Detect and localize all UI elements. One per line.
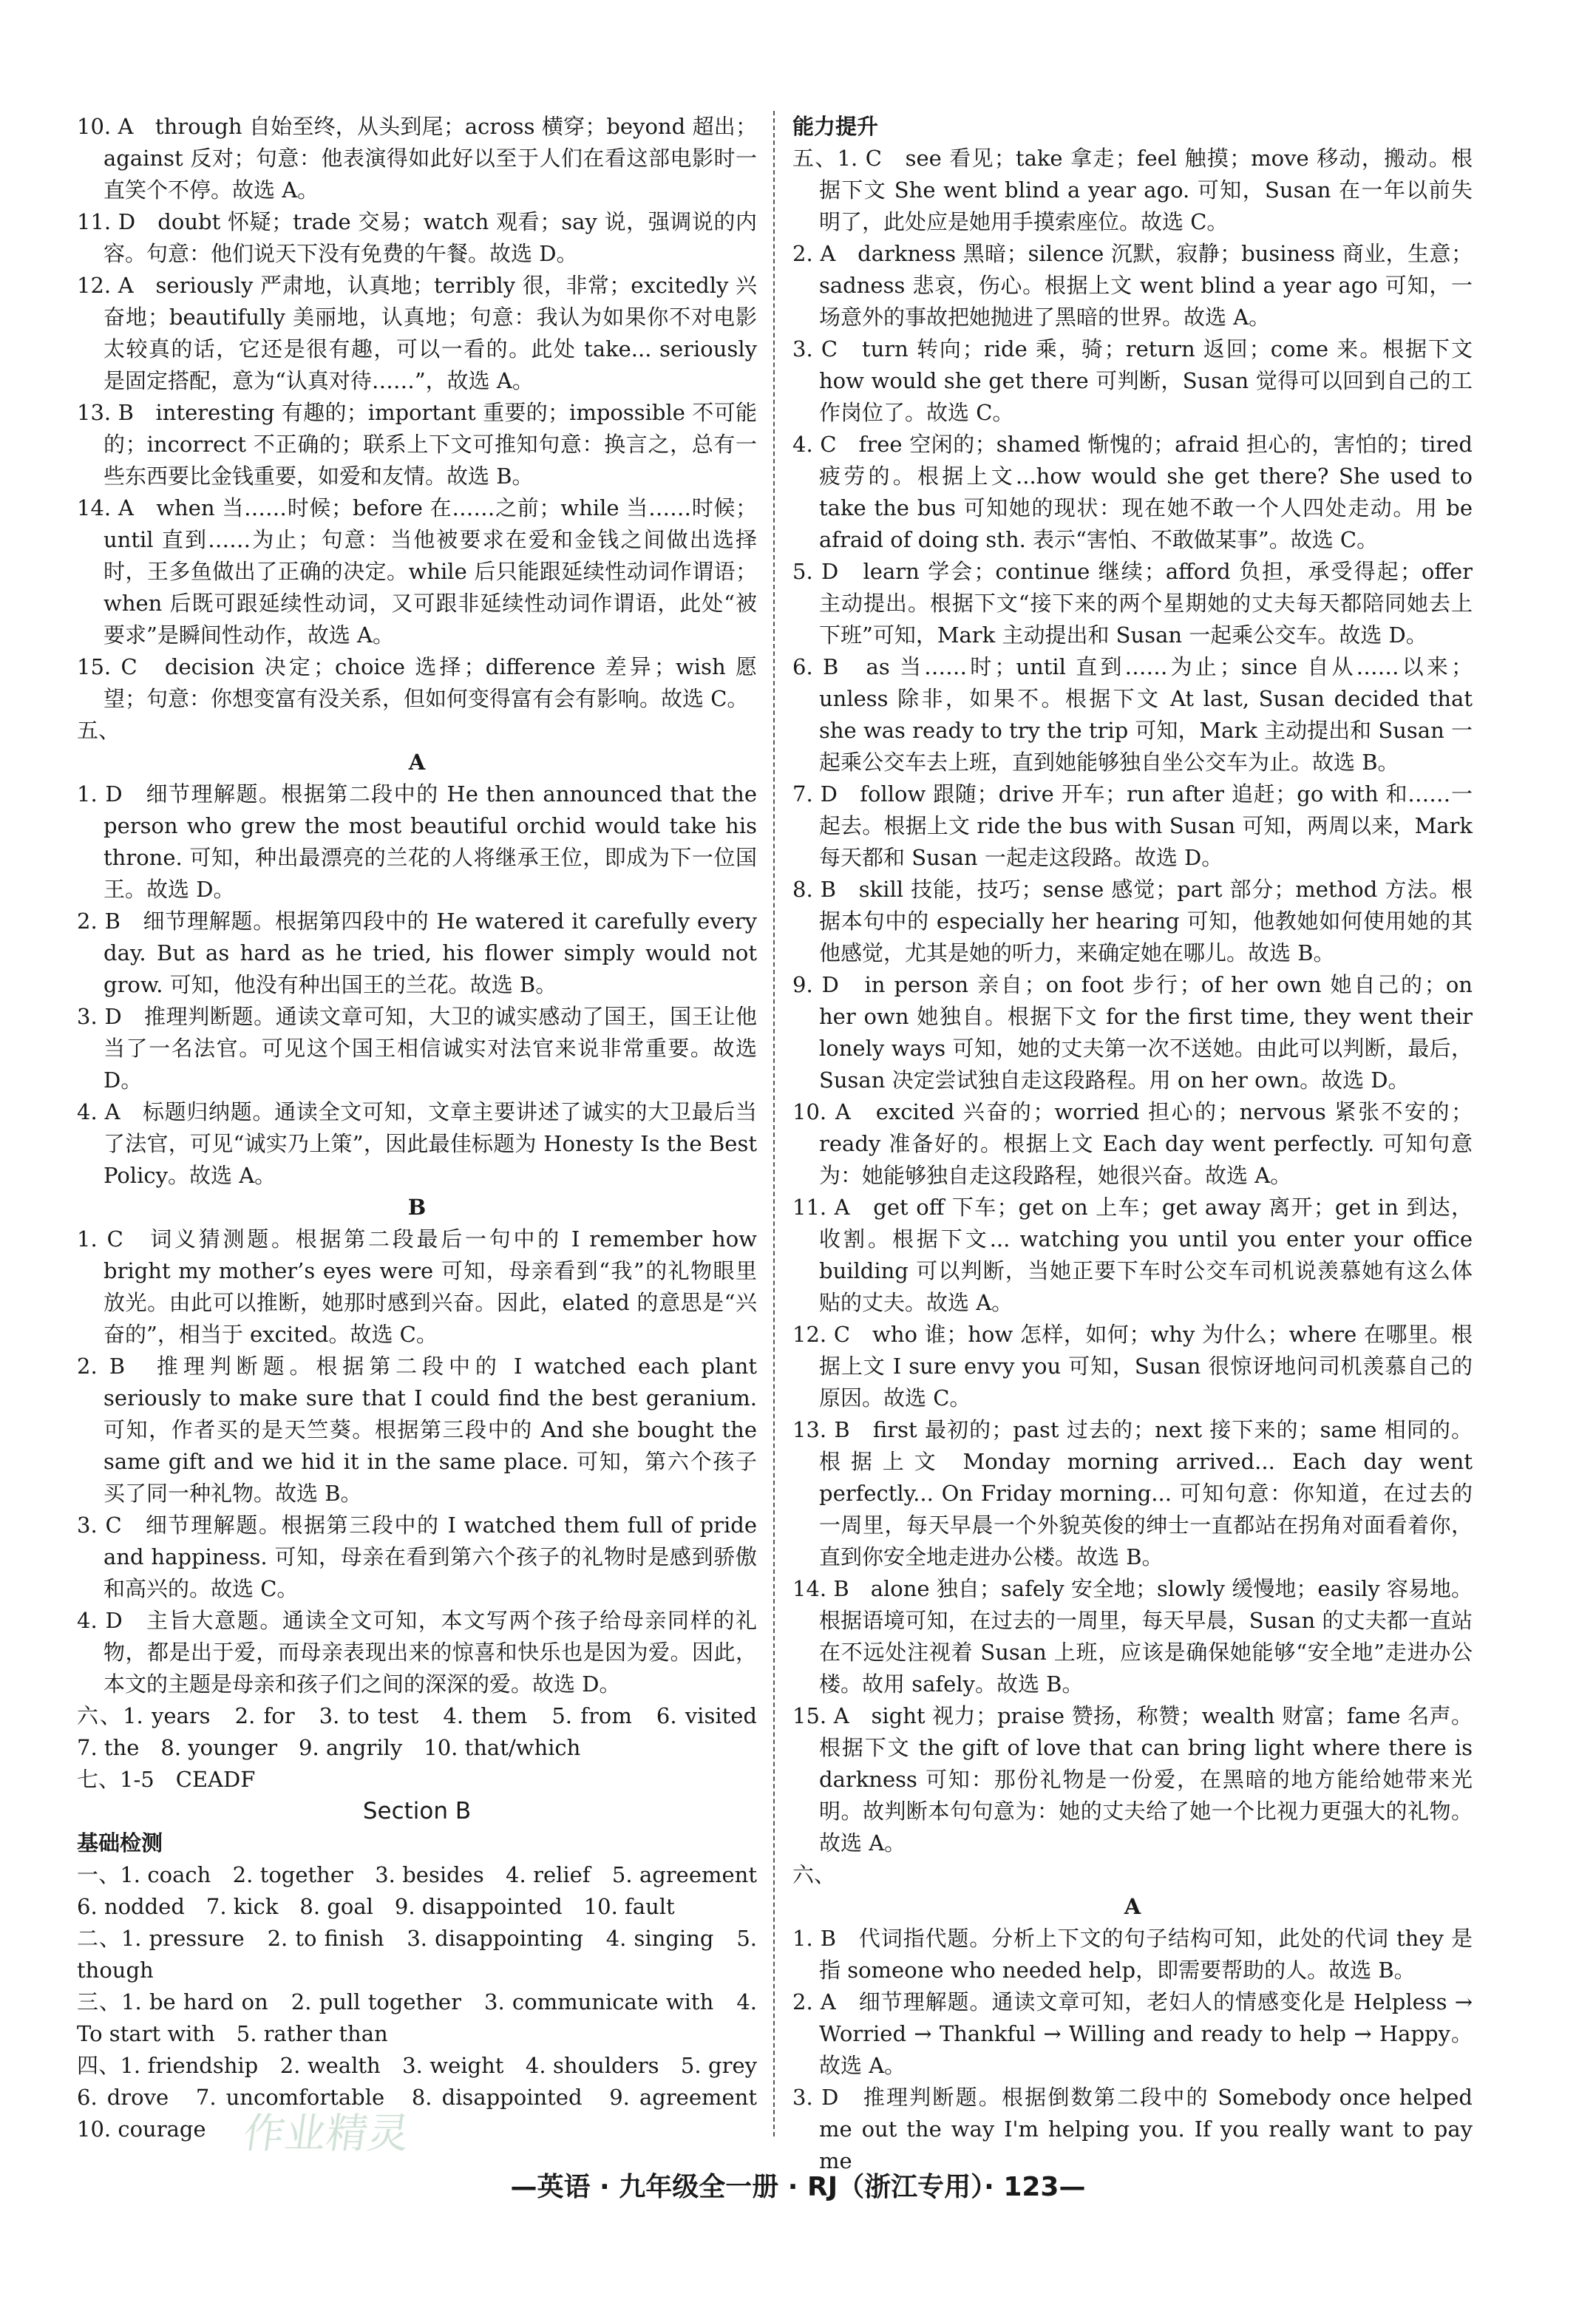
answer-item: 五、1. C see 看见；take 拿走；feel 触摸；move 移动，搬动。根据下文 She went blind a year ago. 可知，Susan 在一年以前失明了，此处应是她用手摸索座位。故选 C。	[792, 146, 1473, 234]
answer-item: 2. B 细节理解题。根据第四段中的 He watered it carefully every day. But as hard as he tried, his flower simply would not grow. 可知，他没有种出国王的兰花。故选 B。	[77, 909, 757, 997]
section-title: Section B	[362, 1798, 472, 1824]
answer-item: 15. A sight 视力；praise 赞扬，称赞；wealth 财富；fame 名声。根据下文 the gift of love that can bring light where there is darkness 可知：那份礼物是一份爱，在黑暗的地方能给她带来光明。故判断本句句意为：她的丈夫给了她一个比视力更强大的礼物。故选 A。	[792, 1703, 1473, 1856]
answer-item: 4. C free 空闲的；shamed 惭愧的；afraid 担心的，害怕的；tired 疲劳的。根据上文...how would she get there? She used to take the bus 可知她的现状：现在她不敢一个人四处走动。用 be afraid of doing sth. 表示“害怕、不敢做某事”。故选 C。	[792, 432, 1473, 552]
answer-line: 七、1-5 CEADF	[77, 1767, 256, 1792]
left-column	[77, 111, 779, 2145]
subsection-heading: 基础检测	[77, 1830, 163, 1856]
answer-item: 3. D 推理判断题。根据倒数第二段中的 Somebody once helped me out the way I'm helping you. If you really want to pay me	[792, 2085, 1473, 2173]
answer-item: 15. C decision 决定；choice 选择；difference 差异；wish 愿望；句意：你想变富有没关系，但如何变得富有会有影响。故选 C。	[77, 654, 757, 711]
answer-item: 1. B 代词指代题。分析上下文的句子结构可知，此处的代词 they 是指 someone who needed help，即需要帮助的人。故选 B。	[792, 1926, 1473, 1983]
answer-item: 2. B 推理判断题。根据第二段中的 I watched each plant seriously to make sure that I could find the best geranium. 可知，作者买的是天竺葵。根据第三段中的 And she bought the same gift and we hid it in the same place. 可知，第六个孩子买了同一种礼物。故选 B。	[77, 1354, 757, 1506]
answer-item: 1. C 词义猜测题。根据第二段最后一句中的 I remember how bright my mother’s eyes were 可知，母亲看到“我”的礼物眼里放光。由此可以推断，她那时感到兴奋。因此，elated 的意思是“兴奋的”，相当于 excited。故选 C。	[77, 1226, 757, 1347]
answer-item: 8. B skill 技能，技巧；sense 感觉；part 部分；method 方法。根据本句中的 especially her hearing 可知，他教她如何使用她的其他感觉，尤其是她的听力，来确定她在哪儿。故选 B。	[792, 877, 1473, 965]
passage-label: A	[408, 750, 426, 775]
answer-item: 2. A darkness 黑暗；silence 沉默，寂静；business 商业，生意；sadness 悲哀，伤心。根据上文 went blind a year ago 可知，一场意外的事故把她抛进了黑暗的世界。故选 A。	[792, 241, 1473, 330]
answer-item: 4. A 标题归纳题。通读全文可知，文章主要讲述了诚实的大卫最后当了法官，可见“诚实乃上策”，因此最佳标题为 Honesty Is the Best Policy。故选 A。	[77, 1099, 757, 1188]
right-column	[792, 111, 1473, 2177]
answer-item: 10. A through 自始至终，从头到尾；across 横穿；beyond 超出；against 反对；句意：他表演得如此好以至于人们在看这部电影时一直笑个不停。故选 A。	[77, 114, 757, 203]
watermark: 作业精灵	[240, 2110, 412, 2158]
subsection-heading: 能力提升	[792, 114, 879, 139]
column-divider	[773, 111, 775, 2136]
answer-item: 9. D in person 亲自；on foot 步行；of her own 她自己的；on her own 她独自。根据下文 for the first time, they went their lonely ways 可知，她的丈夫第一次不送她。由此可以判断，最后，Susan 决定尝试独自走这段路程。用 on her own。故选 D。	[792, 972, 1473, 1093]
page-footer: —英语 · 九年级全一册 · RJ（浙江专用）· 123—	[510, 2172, 1086, 2202]
answer-item: 12. A seriously 严肃地，认真地；terribly 很，非常；excitedly 兴奋地；beautifully 美丽地，认真地；句意：我认为如果你不对电影太较真的话，它还是很有趣，可以一看的。此处 take... seriously 是固定搭配，意为“认真对待……”，故选 A。	[77, 273, 757, 393]
answer-item: 13. B interesting 有趣的；important 重要的；impossible 不可能的；incorrect 不正确的；联系上下文可推知句意：换言之，总有一些东西要比金钱重要，如爱和友情。故选 B。	[77, 400, 757, 489]
answer-line: 六、1. years 2. for 3. to test 4. them 5. from 6. visited 7. the 8. younger 9. angrily 10. that/which	[77, 1703, 779, 1760]
answer-item: 7. D follow 跟随；drive 开车；run after 追赶；go with 和……一起去。根据上文 ride the bus with Susan 可知，两周以来，Mark 每天都和 Susan 一起走这段路。故选 D。	[792, 781, 1473, 870]
answer-item: 14. B alone 独自；safely 安全地；slowly 缓慢地；easily 容易地。根据语境可知，在过去的一周里，每天早晨，Susan 的丈夫都一直站在不远处注视着 Susan 上班，应该是确保她能够“安全地”走进办公楼。故用 safely。故选 B。	[792, 1576, 1473, 1697]
answer-item: 10. A excited 兴奋的；worried 担心的；nervous 紧张不安的；ready 准备好的。根据上文 Each day went perfectly. 可知句意为：她能够独自走这段路程，她很兴奋。故选 A。	[792, 1099, 1473, 1188]
answer-item: 14. A when 当……时候；before 在……之前；while 当……时候；until 直到……为止；句意：当他被要求在爱和金钱之间做出选择时，王多鱼做出了正确的决定。while 后只能跟延续性动词作谓语；when 后既可跟延续性动词，又可跟非延续性动词作谓语，此处“被要求”是瞬间性动作，故选 A。	[77, 495, 757, 648]
answer-item: 3. C turn 转向；ride 乘，骑；return 返回；come 来。根据下文 how would she get there 可判断，Susan 觉得可以回到自己的工作岗位了。故选 C。	[792, 336, 1473, 425]
answer-item: 5. D learn 学会；continue 继续；afford 负担，承受得起；offer 主动提出。根据下文“接下来的两个星期她的丈夫每天都陪同她去上下班”可知，Mark 主动提出和 Susan 一起乘公交车。故选 D。	[792, 559, 1473, 648]
answer-item: 3. C 细节理解题。根据第三段中的 I watched them full of pride and happiness. 可知，母亲在看到第六个孩子的礼物时是感到骄傲和高兴的。故选 C。	[77, 1513, 757, 1601]
passage-label: B	[407, 1195, 427, 1220]
answer-line: 三、1. be hard on 2. pull together 3. communicate with 4. To start with 5. rather than	[77, 1989, 757, 2046]
answer-item: 11. D doubt 怀疑；trade 交易；watch 观看；say 说，强调说的内容。句意：他们说天下没有免费的午餐。故选 D。	[77, 209, 757, 266]
answer-item: 3. D 推理判断题。通读文章可知，大卫的诚实感动了国王，国王让他当了一名法官。可见这个国王相信诚实对法官来说非常重要。故选 D。	[77, 1004, 757, 1093]
answer-item: 4. D 主旨大意题。通读全文可知，本文写两个孩子给母亲同样的礼物，都是出于爱，而母亲表现出来的惊喜和快乐也是因为爱。因此，本文的主题是母亲和孩子们之间的深深的爱。故选 D。	[77, 1608, 757, 1697]
answer-item: 12. C who 谁；how 怎样，如何；why 为什么；where 在哪里。根据上文 I sure envy you 可知，Susan 很惊讶地问司机羡慕自己的原因。故选 C。	[792, 1322, 1473, 1410]
answer-item: 1. D 细节理解题。根据第二段中的 He then announced that the person who grew the most beautiful orchid would take his throne. 可知，种出最漂亮的兰花的人将继承王位，即成为下一位国王。故选 D。	[77, 781, 757, 902]
section-heading: 六、	[792, 1862, 836, 1887]
answer-line: 四、1. friendship 2. wealth 3. weight 4. shoulders 5. grey 6. drove 7. uncomfortable 8. disappointed 9. agreement 10. courage	[77, 2053, 779, 2142]
answer-item: 13. B first 最初的；past 过去的；next 接下来的；same 相同的。根据上文 Monday morning arrived... Each day went perfectly... On Friday morning... 可知句意：你知道，在过去的一周里，每天早晨一个外貌英俊的绅士一直都站在拐角对面看着你，直到你安全地走进办公楼。故选 B。	[792, 1417, 1473, 1569]
answer-line: 二、1. pressure 2. to finish 3. disappointing 4. singing 5. though	[77, 1926, 757, 1983]
answer-line: 一、1. coach 2. together 3. besides 4. relief 5. agreement 6. nodded 7. kick 8. goal 9. disappointed 10. fault	[77, 1862, 779, 1919]
passage-label: A	[1124, 1894, 1141, 1919]
answer-item: 6. B as 当……时；until 直到……为止；since 自从……以来；unless 除非，如果不。根据下文 At last, Susan decided that she was ready to try the trip 可知，Mark 主动提出和 Susan 一起乘公交车去上班，直到她能够独自坐公交车为止。故选 B。	[792, 654, 1473, 775]
section-heading: 五、	[77, 718, 120, 743]
answer-item: 2. A 细节理解题。通读文章可知，老妇人的情感变化是 Helpless → Worried → Thankful → Willing and ready to help → Happy。故选 A。	[792, 1989, 1473, 2078]
answer-item: 11. A get off 下车；get on 上车；get away 离开；get in 到达，收割。根据下文... watching you until you enter your office building 可以判断，当她正要下车时公交车司机说羡慕她有这么体贴的丈夫。故选 A。	[792, 1195, 1473, 1315]
